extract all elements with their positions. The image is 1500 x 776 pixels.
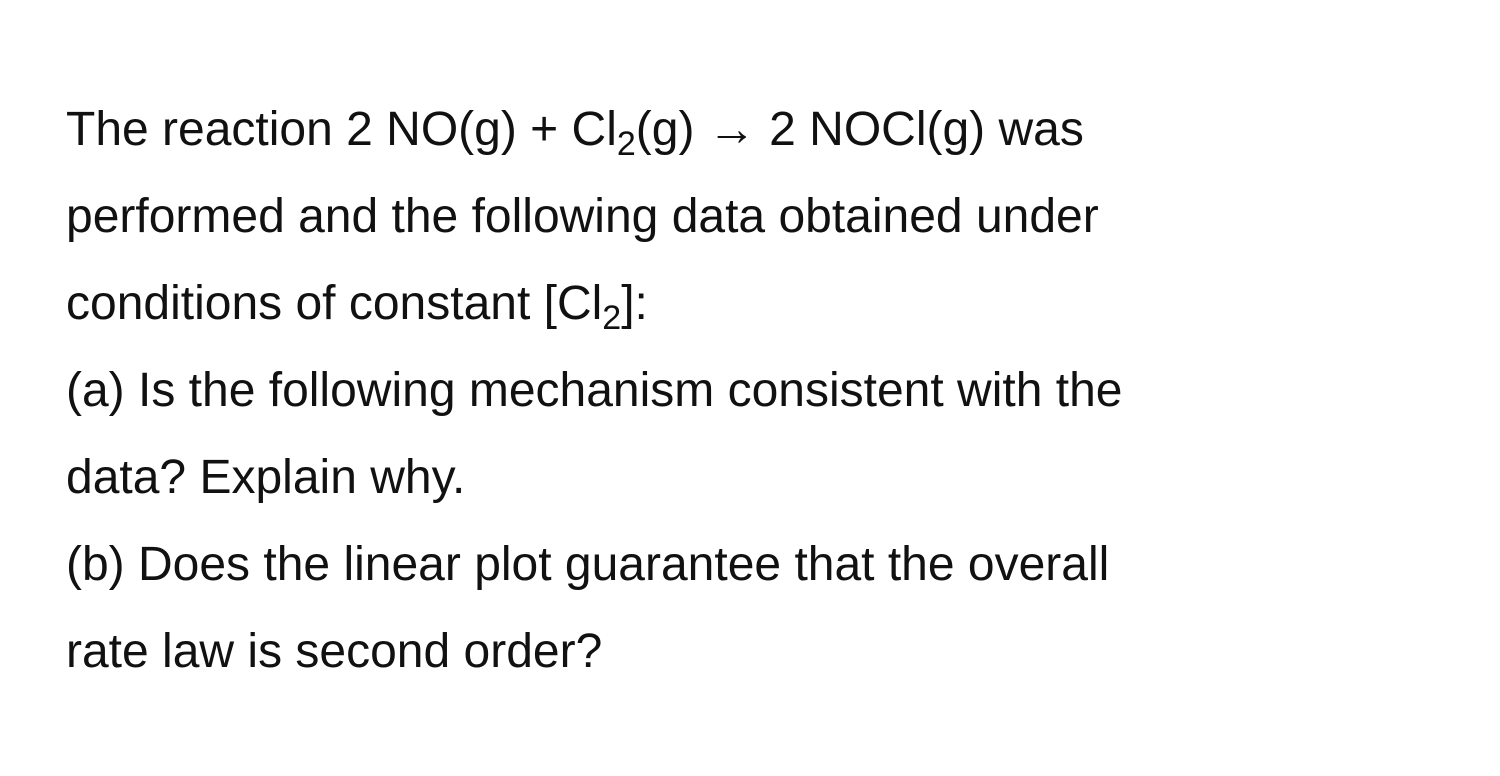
condition-text: conditions of constant [Cl bbox=[66, 277, 603, 330]
question-part-b-line-1: (b) Does the linear plot guarantee that the overall bbox=[66, 538, 1110, 591]
subscript: 2 bbox=[616, 125, 636, 163]
subscript: 2 bbox=[602, 299, 622, 337]
question-line-1 bbox=[66, 86, 1466, 173]
question-line-3 bbox=[66, 260, 1466, 347]
question-part-b-line-2: rate law is second order? bbox=[66, 625, 603, 678]
reaction-text-continued: (g) → 2 NOCl(g) was bbox=[635, 103, 1084, 156]
reaction-text: The reaction 2 NO(g) + Cl bbox=[66, 103, 617, 156]
question-line-2: performed and the following data obtained under bbox=[66, 190, 1099, 243]
question-text bbox=[66, 86, 1466, 695]
question-part-a-line-2: data? Explain why. bbox=[66, 451, 466, 504]
condition-text-end: ]: bbox=[621, 277, 648, 330]
question-part-a-line-1: (a) Is the following mechanism consistent with the bbox=[66, 364, 1123, 417]
